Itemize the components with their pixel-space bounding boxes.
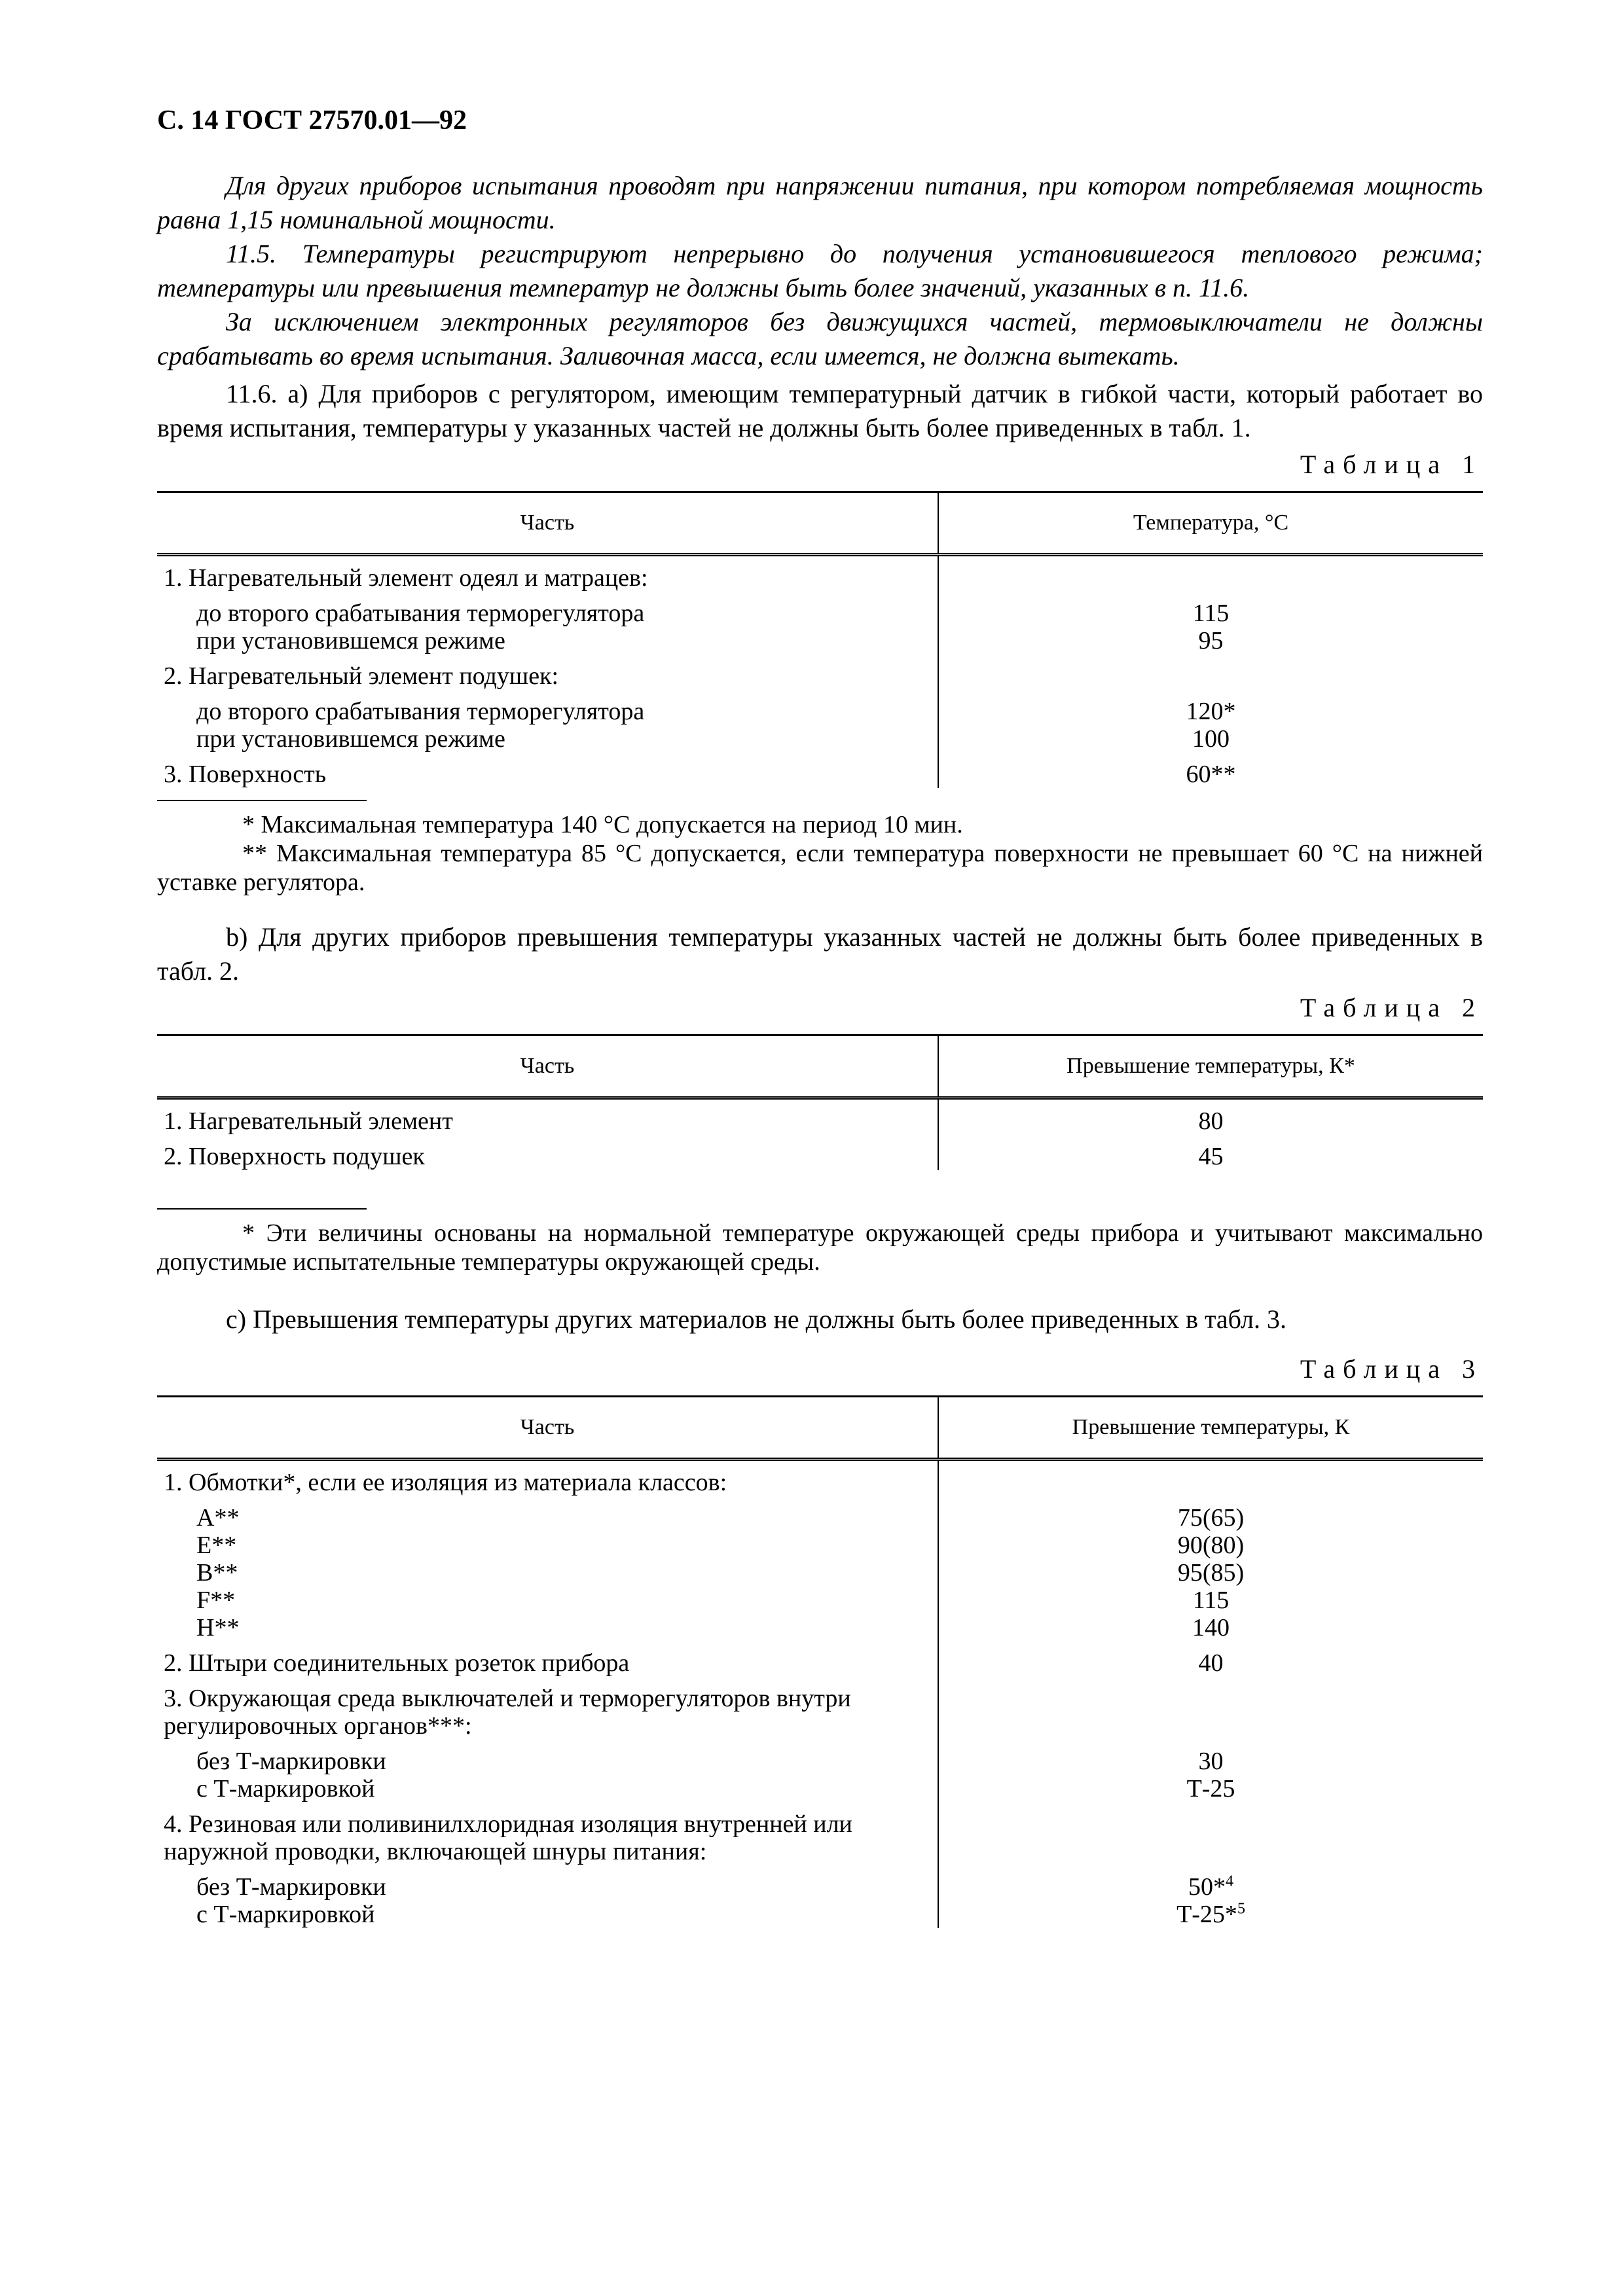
table-row: 3. Окружающая среда выключателей и терморегуляторов внутри регулировочных органов***: [157, 1677, 938, 1740]
footnote-rule [157, 800, 367, 801]
table-row [157, 753, 938, 788]
table-3-header-part: Часть [157, 1397, 938, 1460]
paragraph-3: За исключением электронных регуляторов без движущихся частей, термовыключатели не должны срабатывать во время испытания. Заливочная масса, если имеется, не должна вытекать. [157, 307, 1483, 370]
paragraph-11-6-a: 11.6. a) Для приборов с регулятором, имеющим температурный датчик в гибкой части, который работает во время испытания, температуры у указанных частей не должны быть более приведенных в табл. 1. [157, 379, 1483, 442]
row-label: до второго срабатывания терморегулятора [196, 698, 645, 725]
cell-value-text: 50* [1188, 1873, 1226, 1901]
superscript: 4 [1226, 1873, 1233, 1890]
cell-value: 45 [1198, 1143, 1224, 1170]
row-value [938, 592, 1483, 655]
footnote-rule [157, 1208, 367, 1210]
row-label: без Т-маркировки [196, 1873, 386, 1901]
table-1 [157, 491, 1483, 788]
spacer [157, 897, 1483, 920]
cell-value: 140 [1192, 1614, 1230, 1641]
class-label: H** [196, 1614, 240, 1641]
table-2-header-part: Часть [157, 1035, 938, 1098]
row-label: 1. Нагревательный элемент одеял и матрацев: [164, 564, 648, 592]
document-page [157, 105, 1483, 1928]
cell-value: 120* [1186, 698, 1236, 725]
cell-value: 100 [1192, 725, 1230, 753]
row-label: с Т-маркировкой [196, 1901, 375, 1928]
cell-value: 95(85) [1177, 1559, 1245, 1587]
table-3 [157, 1395, 1483, 1928]
paragraph-11-5: 11.5. Температуры регистрируют непрерывно до получения установившегося теплового режима; температуры или превышения температур не должны быть более значений, указанных в п. 11.6. [157, 239, 1483, 302]
cell-value: 30 [1198, 1748, 1224, 1775]
class-label: E** [196, 1532, 237, 1559]
cell-value: 90(80) [1177, 1532, 1245, 1559]
superscript: 5 [1237, 1900, 1245, 1918]
footnote: ** Максимальная температура 85 °С допускается, если температура поверхности не превышает 60 °С на нижней уставке регулятора. [157, 840, 1483, 896]
paragraph-c: c) Превышения температуры других материалов не должны быть более приведенных в табл. 3. [226, 1304, 1286, 1334]
table-1-header-part: Часть [157, 492, 938, 555]
row-label: с Т-маркировкой [196, 1775, 375, 1803]
row-label: при установившемся режиме [196, 627, 505, 655]
row-label: 3. Поверхность [164, 761, 327, 788]
table-2 [157, 1034, 1483, 1170]
class-label: F** [196, 1587, 236, 1614]
table-row: 1. Нагревательный элемент [157, 1098, 938, 1136]
spacer [157, 1276, 1483, 1302]
row-label: без Т-маркировки [196, 1748, 386, 1775]
table-row [157, 1496, 938, 1641]
cell-value: 95 [1198, 627, 1224, 655]
table-row [157, 655, 938, 690]
row-value [938, 555, 1483, 592]
footnote: * Эти величины основаны на нормальной температуре окружающей среды прибора и учитывают максимально допустимые испытательные температуры окружающей среды. [157, 1219, 1483, 1276]
cell-value-text: Т-25* [1176, 1901, 1237, 1928]
table-3-header-rise: Превышение температуры, К [938, 1397, 1483, 1460]
row-value [938, 1740, 1483, 1803]
table-1-footnotes [157, 810, 1483, 897]
cell-value: 40 [1198, 1649, 1224, 1677]
row-label: до второго срабатывания терморегулятора [196, 600, 645, 627]
row-label: при установившемся режиме [196, 725, 505, 753]
paragraph-b: b) Для других приборов превышения температуры указанных частей не должны быть более приведенных в табл. 2. [157, 922, 1483, 986]
table-row: 2. Штыри соединительных розеток прибора [157, 1641, 938, 1677]
row-value [938, 1460, 1483, 1497]
cell-value [939, 1873, 1483, 1901]
row-value [938, 690, 1483, 753]
row-label: 2. Нагревательный элемент подушек: [164, 662, 559, 690]
paragraph-1: Для других приборов испытания проводят при напряжении питания, при котором потребляемая мощность равна 1,15 номинальной мощности. [157, 171, 1483, 234]
table-1-caption: Таблица 1 [1300, 450, 1483, 479]
row-value [938, 1803, 1483, 1865]
row-value [938, 1496, 1483, 1641]
table-2-header-rise: Превышение температуры, К* [938, 1035, 1483, 1098]
table-3-caption: Таблица 3 [1300, 1354, 1483, 1384]
table-row [157, 1740, 938, 1803]
cell-value: 60** [1186, 761, 1236, 788]
class-label: A** [196, 1504, 240, 1532]
cell-value: 75(65) [1177, 1504, 1245, 1532]
cell-value [939, 1901, 1483, 1928]
spacer [157, 1170, 1483, 1196]
class-label: B** [196, 1559, 238, 1587]
table-row: 1. Обмотки*, если ее изоляция из материала классов: [157, 1460, 938, 1497]
row-value [938, 1677, 1483, 1740]
footnote: * Максимальная температура 140 °С допускается на период 10 мин. [242, 811, 963, 838]
table-1-header-temp: Температура, °С [938, 492, 1483, 555]
row-value [938, 655, 1483, 690]
cell-value: 115 [1192, 1587, 1230, 1614]
table-2-caption: Таблица 2 [1300, 993, 1483, 1022]
cell-value: Т-25 [1186, 1775, 1235, 1803]
row-value [938, 1865, 1483, 1928]
page-header: С. 14 ГОСТ 27570.01—92 [157, 105, 467, 135]
table-row: 4. Резиновая или поливинилхлоридная изоляция внутренней или наружной проводки, включающей шнуры питания: [157, 1803, 938, 1865]
table-row [157, 690, 938, 753]
table-2-footnotes [157, 1219, 1483, 1276]
table-row [157, 555, 938, 592]
table-row [157, 1865, 938, 1928]
table-row: 2. Поверхность подушек [157, 1135, 938, 1170]
table-row [157, 592, 938, 655]
cell-value: 115 [1192, 600, 1230, 627]
cell-value: 80 [1198, 1107, 1224, 1135]
